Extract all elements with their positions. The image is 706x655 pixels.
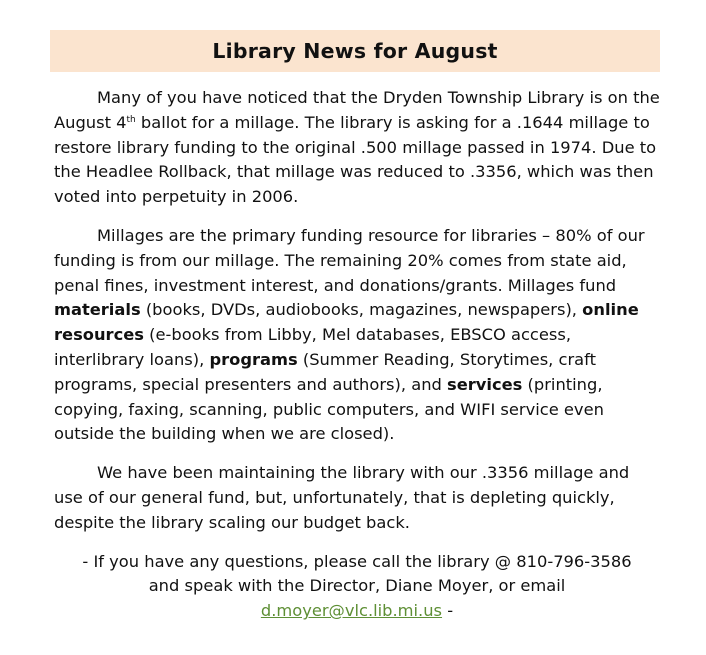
materials-label: materials — [54, 300, 141, 320]
paragraph-text: We have been maintaining the library with our .3356 millage and use of our general fund, but, unfortunately, that is depleting quickly, despite the library scaling our budget back. — [54, 463, 630, 532]
services-label: services — [447, 374, 523, 394]
article-body — [54, 86, 660, 624]
page-title: Library News for August — [212, 39, 498, 63]
materials-text: (books, DVDs, audiobooks, magazines, newspapers), — [140, 300, 583, 320]
programs-text: (Summer Reading, Storytimes, craft programs, special presenters and authors), and — [54, 349, 596, 394]
contact-suffix: - — [442, 601, 454, 621]
programs-label: programs — [209, 349, 298, 369]
online-resources-label: online resources — [54, 300, 639, 345]
paragraph-general-fund — [54, 461, 660, 535]
email-link[interactable]: d.moyer@vlc.lib.mi.us — [260, 601, 443, 621]
paragraph-text: ballot for a millage. The library is asking for a .1644 millage to restore library funding to the original .500 millage passed in 1974. Due to the Headlee Rollback, that millage was reduced to .3356, which was then voted into perpetuity in 2006. — [54, 112, 657, 207]
title-banner — [50, 30, 660, 72]
services-text: (printing, copying, faxing, scanning, public computers, and WIFI service even outside the building when we are closed). — [54, 374, 604, 444]
paragraph-text: Many of you have noticed that the Dryden Township Library is on the August 4 — [54, 88, 660, 132]
online-resources-text: (e-books from Libby, Mel databases, EBSCO access, interlibrary loans), — [54, 325, 572, 369]
contact-line-director: and speak with the Director, Diane Moyer, or email — [148, 576, 566, 596]
paragraph-millage-ballot — [54, 86, 660, 210]
contact-note — [54, 550, 660, 624]
paragraph-text: Millages are the primary funding resource for libraries – 80% of our funding is from our millage. The remaining 20% comes from state aid, penal fines, investment interest, and donations/grants. Millages fund — [54, 225, 645, 295]
contact-line-phone: - If you have any questions, please call the library @ 810-796-3586 — [82, 551, 632, 571]
paragraph-funding — [54, 224, 660, 447]
ordinal-suffix: th — [126, 114, 136, 125]
